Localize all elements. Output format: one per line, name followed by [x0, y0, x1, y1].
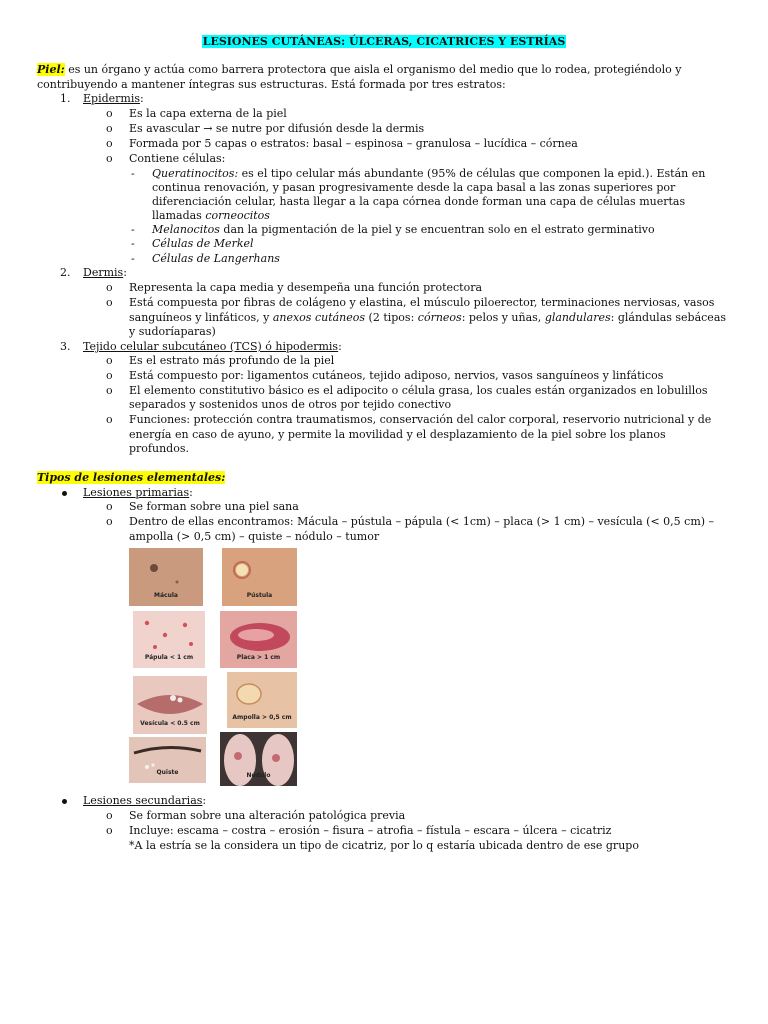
list-item: Incluye: escama – costra – erosión – fisura – atrofia – fístula – escara – úlcera – cicatriz: [129, 824, 612, 837]
image-label: Ampolla > 0,5 cm: [232, 714, 292, 721]
lesion-image-macula: [129, 548, 203, 606]
piel-intro-line2: contribuyendo a mantener íntegras sus estructuras. Está formada por tres estratos:: [37, 78, 506, 91]
bullet-dash: -: [131, 237, 135, 250]
lesion-image-nodulo: [220, 732, 297, 786]
sub-item-langerhans: Células de Langerhans: [152, 252, 280, 265]
image-label: Mácula: [154, 592, 178, 599]
bullet-dash: -: [131, 223, 135, 236]
image-label: Placa > 1 cm: [236, 654, 281, 661]
subsection-heading-primarias: Lesiones primarias:: [83, 486, 193, 499]
list-item-line: separados y sostenidos unos de otros por tejido conectivo: [129, 398, 452, 411]
bullet-o: o: [106, 809, 113, 822]
list-item: Representa la capa media y desempeña una función protectora: [129, 281, 483, 294]
section-heading-tcs: Tejido celular subcutáneo (TCS) ó hipodermis:: [83, 340, 342, 353]
bullet-o: o: [106, 500, 113, 513]
list-item: Formada por 5 capas o estratos: basal – espinosa – granulosa – lucídica – córnea: [129, 137, 578, 150]
bullet-dash: -: [131, 167, 135, 180]
subsection-heading-secundarias: Lesiones secundarias:: [83, 794, 207, 807]
list-number: 3.: [60, 340, 71, 353]
lesion-image-papula: [133, 611, 205, 668]
list-item-line: ampolla (> 0,5 cm) – quiste – nódulo – tumor: [129, 530, 380, 543]
bullet-o: o: [106, 152, 113, 165]
list-item: El elemento constitutivo básico es el adipocito o célula grasa, los cuales están organizados en lobulillos: [129, 384, 708, 397]
bullet-o: o: [106, 824, 113, 837]
lesion-image-pustula: [222, 548, 297, 606]
lesion-image-ampolla: [227, 672, 297, 728]
bullet-o: o: [106, 296, 113, 309]
bullet-o: o: [106, 122, 113, 135]
bullet-o: o: [106, 107, 113, 120]
bullet-dash: -: [131, 252, 135, 265]
list-item: Está compuesto por: ligamentos cutáneos, tejido adiposo, nervios, vasos sanguíneos y linfáticos: [129, 369, 664, 382]
section-heading-tipos: Tipos de lesiones elementales:: [37, 471, 226, 484]
bullet-o: o: [106, 137, 113, 150]
bullet-o: o: [106, 413, 113, 426]
list-item-line: energía en caso de ayuno, y permite la movilidad y el desplazamiento de la piel sobre los planos: [129, 428, 666, 441]
bullet-o: o: [106, 354, 113, 367]
list-item: Dentro de ellas encontramos: Mácula – pústula – pápula (< 1cm) – placa (> 1 cm) – vesícula (< 0,5 cm) –: [129, 515, 715, 528]
list-item-line: sanguíneos y linfáticos, y anexos cutáneos (2 tipos: córneos: pelos y uñas, glandulares: glándulas sebáceas: [129, 311, 727, 324]
list-item: Es la capa externa de la piel: [129, 107, 287, 120]
lesion-image-vesicula: [133, 676, 207, 734]
list-item-line: profundos.: [129, 442, 189, 455]
list-number: 2.: [60, 266, 71, 279]
list-item: Es el estrato más profundo de la piel: [129, 354, 335, 367]
sub-item-line: continua renovación, y pasan progresivamente desde la capa basal a las zonas superiores por: [152, 181, 676, 194]
sub-item-merkel: Células de Merkel: [152, 237, 254, 250]
image-label: Nódulo: [246, 772, 271, 779]
image-label: Pústula: [246, 592, 273, 599]
bullet-o: o: [106, 384, 113, 397]
list-item: Se forman sobre una piel sana: [129, 500, 299, 513]
footnote: *A la estría se la considera un tipo de cicatriz, por lo q estaría ubicada dentro de ese grupo: [129, 839, 639, 852]
piel-label: Piel:: [37, 63, 65, 76]
list-item: Contiene células:: [129, 152, 226, 165]
section-heading-dermis: Dermis:: [83, 266, 127, 279]
bullet-o: o: [106, 281, 113, 294]
section-heading-epidermis: Epidermis:: [83, 92, 144, 105]
image-label: Quiste: [156, 769, 179, 776]
lesion-image-quiste: [129, 737, 206, 783]
piel-intro-line1: Piel: es un órgano y actúa como barrera protectora que aisla el organismo del medio que lo rodea, protegiéndolo y: [37, 63, 682, 76]
sub-item-line: llamadas corneocitos: [152, 209, 270, 222]
bullet-o: o: [106, 369, 113, 382]
sub-item-line: diferenciación celular, hasta llegar a la capa córnea donde forman una capa de células muertas: [152, 195, 686, 208]
list-item: Se forman sobre una alteración patológica previa: [129, 809, 406, 822]
bullet-o: o: [106, 515, 113, 528]
page-title: LESIONES CUTÁNEAS: ÚLCERAS, CICATRICES Y ESTRÍAS: [202, 35, 566, 48]
bullet-dot: [62, 799, 67, 804]
image-label: Vesícula < 0.5 cm: [140, 720, 200, 727]
list-number: 1.: [60, 92, 71, 105]
list-item: Funciones: protección contra traumatismos, conservación del calor corporal, reservorio nutricional y de: [129, 413, 712, 426]
list-item-line: y sudoríaparas): [129, 325, 216, 338]
sub-item-queratinocitos: Queratinocitos: es el tipo celular más abundante (95% de células que componen la epid.). Están en: [152, 167, 706, 180]
bullet-dot: [62, 491, 67, 496]
list-item: Está compuesta por fibras de colágeno y elastina, el músculo piloerector, terminaciones nerviosas, vasos: [129, 296, 715, 309]
image-label: Pápula < 1 cm: [144, 654, 194, 661]
sub-item-melanocitos: Melanocitos dan la pigmentación de la piel y se encuentran solo en el estrato germinativo: [152, 223, 655, 236]
lesion-image-placa: [220, 611, 297, 668]
list-item: Es avascular → se nutre por difusión desde la dermis: [129, 122, 425, 135]
